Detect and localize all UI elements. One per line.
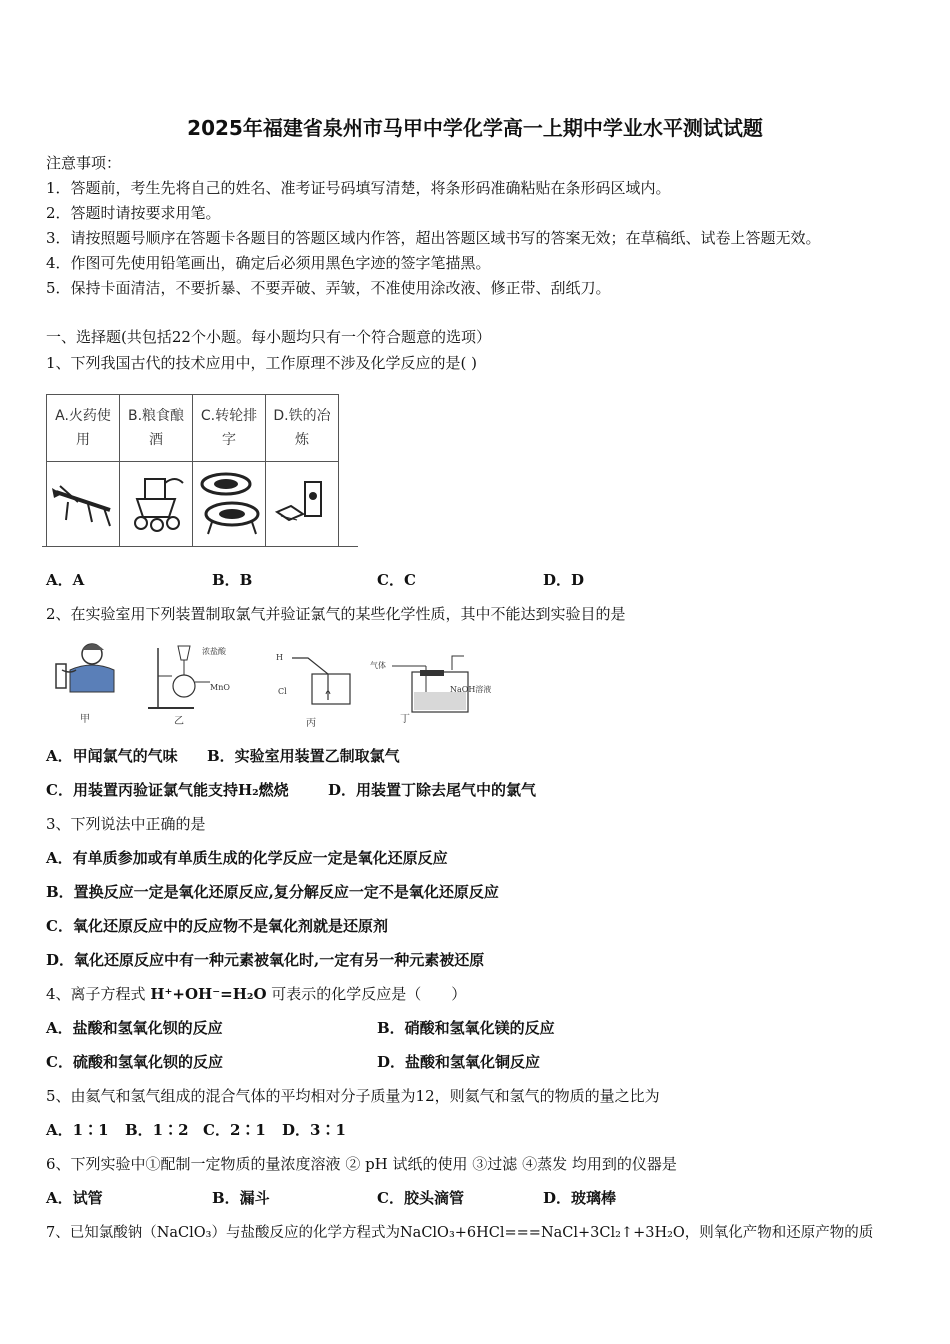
notice-heading: 注意事项：: [46, 154, 122, 172]
q1-cell-c-line2: 字: [222, 432, 236, 448]
q6-option-b: B．漏斗: [212, 1189, 270, 1207]
q1-table: [46, 394, 339, 547]
q1-img-c: [193, 462, 266, 547]
q1-stem: 1、下列我国古代的技术应用中，工作原理不涉及化学反应的是( ): [46, 354, 478, 372]
q3-option-a: A．有单质参加或有单质生成的化学反应一定是氧化还原反应: [46, 849, 448, 867]
q1-cell-d-line2: 炼: [295, 432, 309, 448]
hydrogen-burning-icon: [292, 658, 350, 704]
q2-option-b: B．实验室用装置乙制取氯气: [207, 747, 400, 765]
q1-option-d: D．D: [543, 571, 585, 589]
q1-option-c: C．C: [377, 571, 416, 589]
q1-cell-b: [120, 395, 193, 462]
iron-smelting-icon: [267, 472, 337, 532]
q1-img-b: [120, 462, 193, 547]
q1-cell-c-line1: C.转轮排: [200, 408, 258, 424]
q2-acid-label: 浓盐酸: [202, 647, 226, 656]
q4-option-d: D．盐酸和氢氧化铜反应: [377, 1053, 541, 1071]
q5-stem: 5、由氦气和氢气组成的混合气体的平均相对分子质量为12，则氦气和氢气的物质的量之比为: [46, 1087, 660, 1105]
q1-cell-a: [47, 395, 120, 462]
exam-title: 2025年福建省泉州市马甲中学化学高一上期中学业水平测试试题: [187, 116, 763, 140]
q3-stem: 3、下列说法中正确的是: [46, 815, 206, 833]
q4-option-a: A．盐酸和氢氧化钡的反应: [46, 1019, 223, 1037]
q2-label-ding: 丁: [400, 714, 410, 725]
q3-option-c: C．氧化还原反应中的反应物不是氧化剂就是还原剂: [46, 917, 388, 935]
section-heading: 一、选择题(共包括22个小题。每小题均只有一个符合题意的选项）: [46, 328, 491, 346]
gunpowder-rocket-icon: [48, 472, 118, 532]
q6-option-c: C．胶头滴管: [377, 1189, 464, 1207]
q2-gas-label: 气体: [370, 661, 386, 670]
q2-label-jia: 甲: [80, 714, 90, 725]
q4-stem: [46, 983, 466, 1004]
q2-label-yi: 乙: [174, 716, 184, 727]
q1-img-a: [47, 462, 120, 547]
q6-option-a: A．试管: [46, 1189, 103, 1207]
q1-option-b: B．B: [212, 571, 253, 589]
q5-option-c: C．2∶1: [203, 1121, 266, 1139]
rotating-type-wheel-icon: [194, 466, 264, 538]
q2-option-c: C．用装置丙验证氯气能支持H₂燃烧: [46, 781, 289, 799]
notice-item-4: 4．作图可先使用铅笔画出，确定后必须用黑色字迹的签字笔描黑。: [46, 254, 491, 272]
q1-cell-d: [266, 395, 339, 462]
q4-stem-prefix: 4、离子方程式: [46, 985, 151, 1003]
q2-stem: 2、在实验室用下列装置制取氯气并验证氯气的某些化学性质，其中不能达到实验目的是: [46, 605, 626, 623]
notice-item-5: 5．保持卡面清洁，不要折暴、不要弄破、弄皱，不准使用涂改液、修正带、刮纸刀。: [46, 279, 611, 297]
q4-option-b: B．硝酸和氢氧化镁的反应: [377, 1019, 555, 1037]
gas-absorber-icon: [392, 656, 468, 712]
notice-item-2: 2．答题时请按要求用笔。: [46, 204, 221, 222]
q6-stem: 6、下列实验中①配制一定物质的量浓度溶液 ② pH 试纸的使用 ③过滤 ④蒸发 均用到的仪器是: [46, 1155, 677, 1173]
q2-mno2-label: MnO: [210, 683, 230, 692]
q2-option-d: D．用装置丁除去尾气中的氯气: [328, 781, 537, 799]
chlorine-generator-icon: [148, 646, 210, 708]
q5-option-d: D．3∶1: [282, 1121, 346, 1139]
q1-option-a: A．A: [46, 571, 85, 589]
q1-cell-a-line2: 用: [76, 432, 90, 448]
q5-option-a: A．1∶1: [46, 1121, 109, 1139]
person-smelling-icon: [56, 644, 114, 692]
q4-stem-suffix: 可表示的化学反应是（ ）: [266, 985, 467, 1003]
q4-option-c: C．硫酸和氢氧化钡的反应: [46, 1053, 223, 1071]
q3-option-d: D．氧化还原反应中有一种元素被氧化时,一定有另一种元素被还原: [46, 951, 485, 969]
q2-label-bing: 丙: [306, 718, 316, 729]
q1-cell-a-line1: A.火药使: [55, 408, 111, 424]
q2-apparatus-figure: [44, 640, 524, 732]
notice-item-3: 3．请按照题号顺序在答题卡各题目的答题区域内作答，超出答题区域书写的答案无效；在草稿纸、试卷上答题无效。: [46, 229, 821, 247]
q4-ionic-equation: H⁺+OH⁻=H₂O: [150, 985, 267, 1003]
q1-table-baseline: [42, 546, 358, 547]
q1-cell-b-line1: B.粮食酿: [127, 408, 185, 424]
q2-h2-label: H: [276, 653, 283, 662]
q6-option-d: D．玻璃棒: [543, 1189, 617, 1207]
q1-cell-d-line1: D.铁的冶: [273, 408, 331, 424]
q2-naoh-label: NaOH溶液: [450, 685, 492, 694]
q3-option-b: B．置换反应一定是氧化还原反应,复分解反应一定不是氧化还原反应: [46, 883, 499, 901]
q1-cell-c: [193, 395, 266, 462]
notice-item-1: 1．答题前，考生先将自己的姓名、准考证号码填写清楚，将条形码准确粘贴在条形码区域内。: [46, 179, 671, 197]
q5-option-b: B．1∶2: [125, 1121, 189, 1139]
q7-stem: 7、已知氯酸钠（NaClO₃）与盐酸反应的化学方程式为NaClO₃+6HCl===NaCl+3Cl₂↑+3H₂O，则氧化产物和还原产物的质: [46, 1225, 874, 1241]
q2-cl2-label: Cl: [278, 687, 287, 696]
brewing-apparatus-icon: [121, 469, 191, 535]
q1-img-d: [266, 462, 339, 547]
q2-option-a: A．甲闻氯气的气味: [46, 747, 178, 765]
q1-cell-b-line2: 酒: [149, 432, 163, 448]
